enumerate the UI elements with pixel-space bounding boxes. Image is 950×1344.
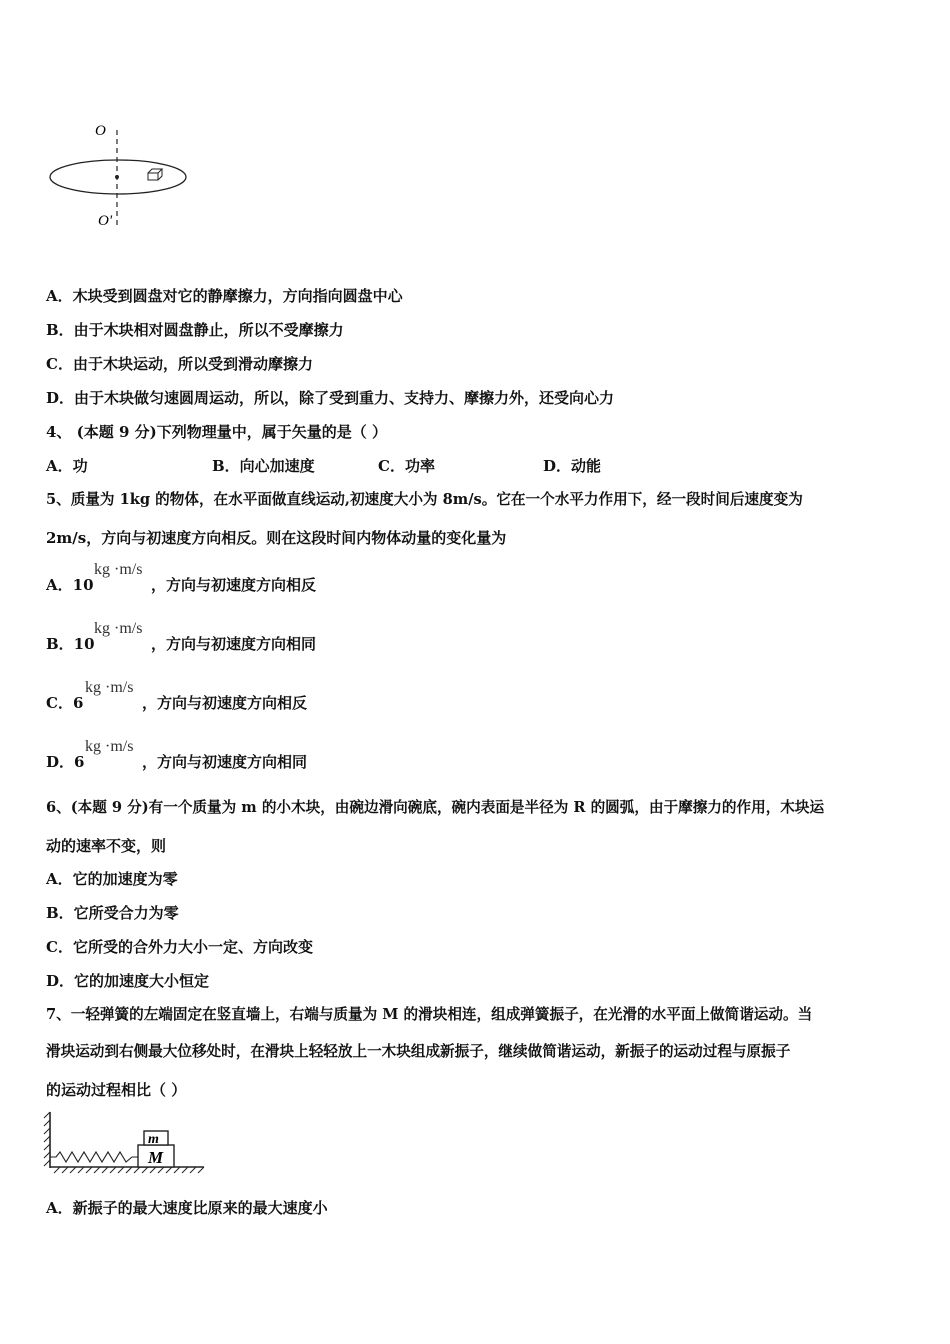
q6-option-d: D．它的加速度大小恒定 bbox=[46, 972, 210, 990]
q4-option-c: C．功率 bbox=[378, 457, 435, 475]
q6-option-c: C．它所受的合外力大小一定、方向改变 bbox=[46, 938, 313, 956]
axis-label-top: O bbox=[95, 123, 106, 139]
q5-option-c-prefix: C．6 bbox=[46, 694, 84, 712]
q5-option-d-prefix: D．6 bbox=[46, 753, 85, 771]
q4-option-d: D．动能 bbox=[543, 457, 602, 475]
disk-center bbox=[115, 175, 119, 179]
q5-option-b-suffix: ，方向与初速度方向相同 bbox=[151, 635, 317, 653]
q7-stem-line1: 7、一轻弹簧的左端固定在竖直墙上，右端与质量为 M 的滑块相连，组成弹簧振子，在光滑的水平面上做简谐运动。当 bbox=[46, 1006, 813, 1023]
disk-figure bbox=[40, 115, 200, 235]
spring bbox=[50, 1152, 138, 1162]
axis-label-bottom: O' bbox=[98, 213, 113, 229]
q5-option-b-unit: kg ·m/s bbox=[94, 620, 143, 637]
q3-option-b: B．由于木块相对圆盘静止，所以不受摩擦力 bbox=[46, 321, 344, 339]
q3-option-d: D．由于木块做匀速圆周运动，所以，除了受到重力、支持力、摩擦力外，还受向心力 bbox=[46, 389, 615, 407]
q7-stem-line2: 滑块运动到右侧最大位移处时，在滑块上轻轻放上一木块组成新振子，继续做简谐运动，新振子的运动过程与原振子 bbox=[46, 1043, 791, 1060]
q4-stem: 4、 (本题 9 分)下列物理量中，属于矢量的是（ ） bbox=[46, 423, 387, 441]
spring-oscillator-figure bbox=[42, 1110, 212, 1180]
floor bbox=[50, 1167, 204, 1173]
q3-option-c: C．由于木块运动，所以受到滑动摩擦力 bbox=[46, 355, 313, 373]
q5-option-d-unit: kg ·m/s bbox=[85, 738, 134, 755]
q6-option-b: B．它所受合力为零 bbox=[46, 904, 179, 922]
q4-option-a: A．功 bbox=[46, 457, 88, 475]
q7-option-a: A．新振子的最大速度比原来的最大速度小 bbox=[46, 1199, 328, 1217]
q3-option-a: A．木块受到圆盘对它的静摩擦力，方向指向圆盘中心 bbox=[46, 287, 403, 305]
small-block-label: m bbox=[148, 1132, 159, 1147]
q5-option-a-unit: kg ·m/s bbox=[94, 561, 143, 578]
wooden-block bbox=[148, 169, 162, 180]
wall bbox=[44, 1112, 50, 1168]
q5-option-a-suffix: ，方向与初速度方向相反 bbox=[151, 576, 317, 594]
q6-option-a: A．它的加速度为零 bbox=[46, 870, 178, 888]
q7-stem-line3: 的运动过程相比（ ） bbox=[46, 1081, 187, 1099]
q6-stem-line1: 6、(本题 9 分)有一个质量为 m 的小木块，由碗边滑向碗底，碗内表面是半径为 R 的圆弧，由于摩擦力的作用，木块运 bbox=[46, 799, 825, 816]
q5-stem-line2: 2m/s，方向与初速度方向相反。则在这段时间内物体动量的变化量为 bbox=[46, 529, 507, 547]
q6-stem-line2: 动的速率不变，则 bbox=[46, 837, 167, 855]
big-block-label: M bbox=[148, 1148, 164, 1167]
q5-option-d-suffix: ，方向与初速度方向相同 bbox=[142, 753, 308, 771]
q5-option-b-prefix: B．10 bbox=[46, 635, 95, 653]
q5-option-a-prefix: A．10 bbox=[46, 576, 94, 594]
q5-stem-line1: 5、质量为 1kg 的物体，在水平面做直线运动,初速度大小为 8m/s。它在一个水平力作用下，经一段时间后速度变为 bbox=[46, 491, 803, 508]
q5-option-c-suffix: ，方向与初速度方向相反 bbox=[142, 694, 308, 712]
q4-option-b: B．向心加速度 bbox=[212, 457, 315, 475]
q5-option-c-unit: kg ·m/s bbox=[85, 679, 134, 696]
